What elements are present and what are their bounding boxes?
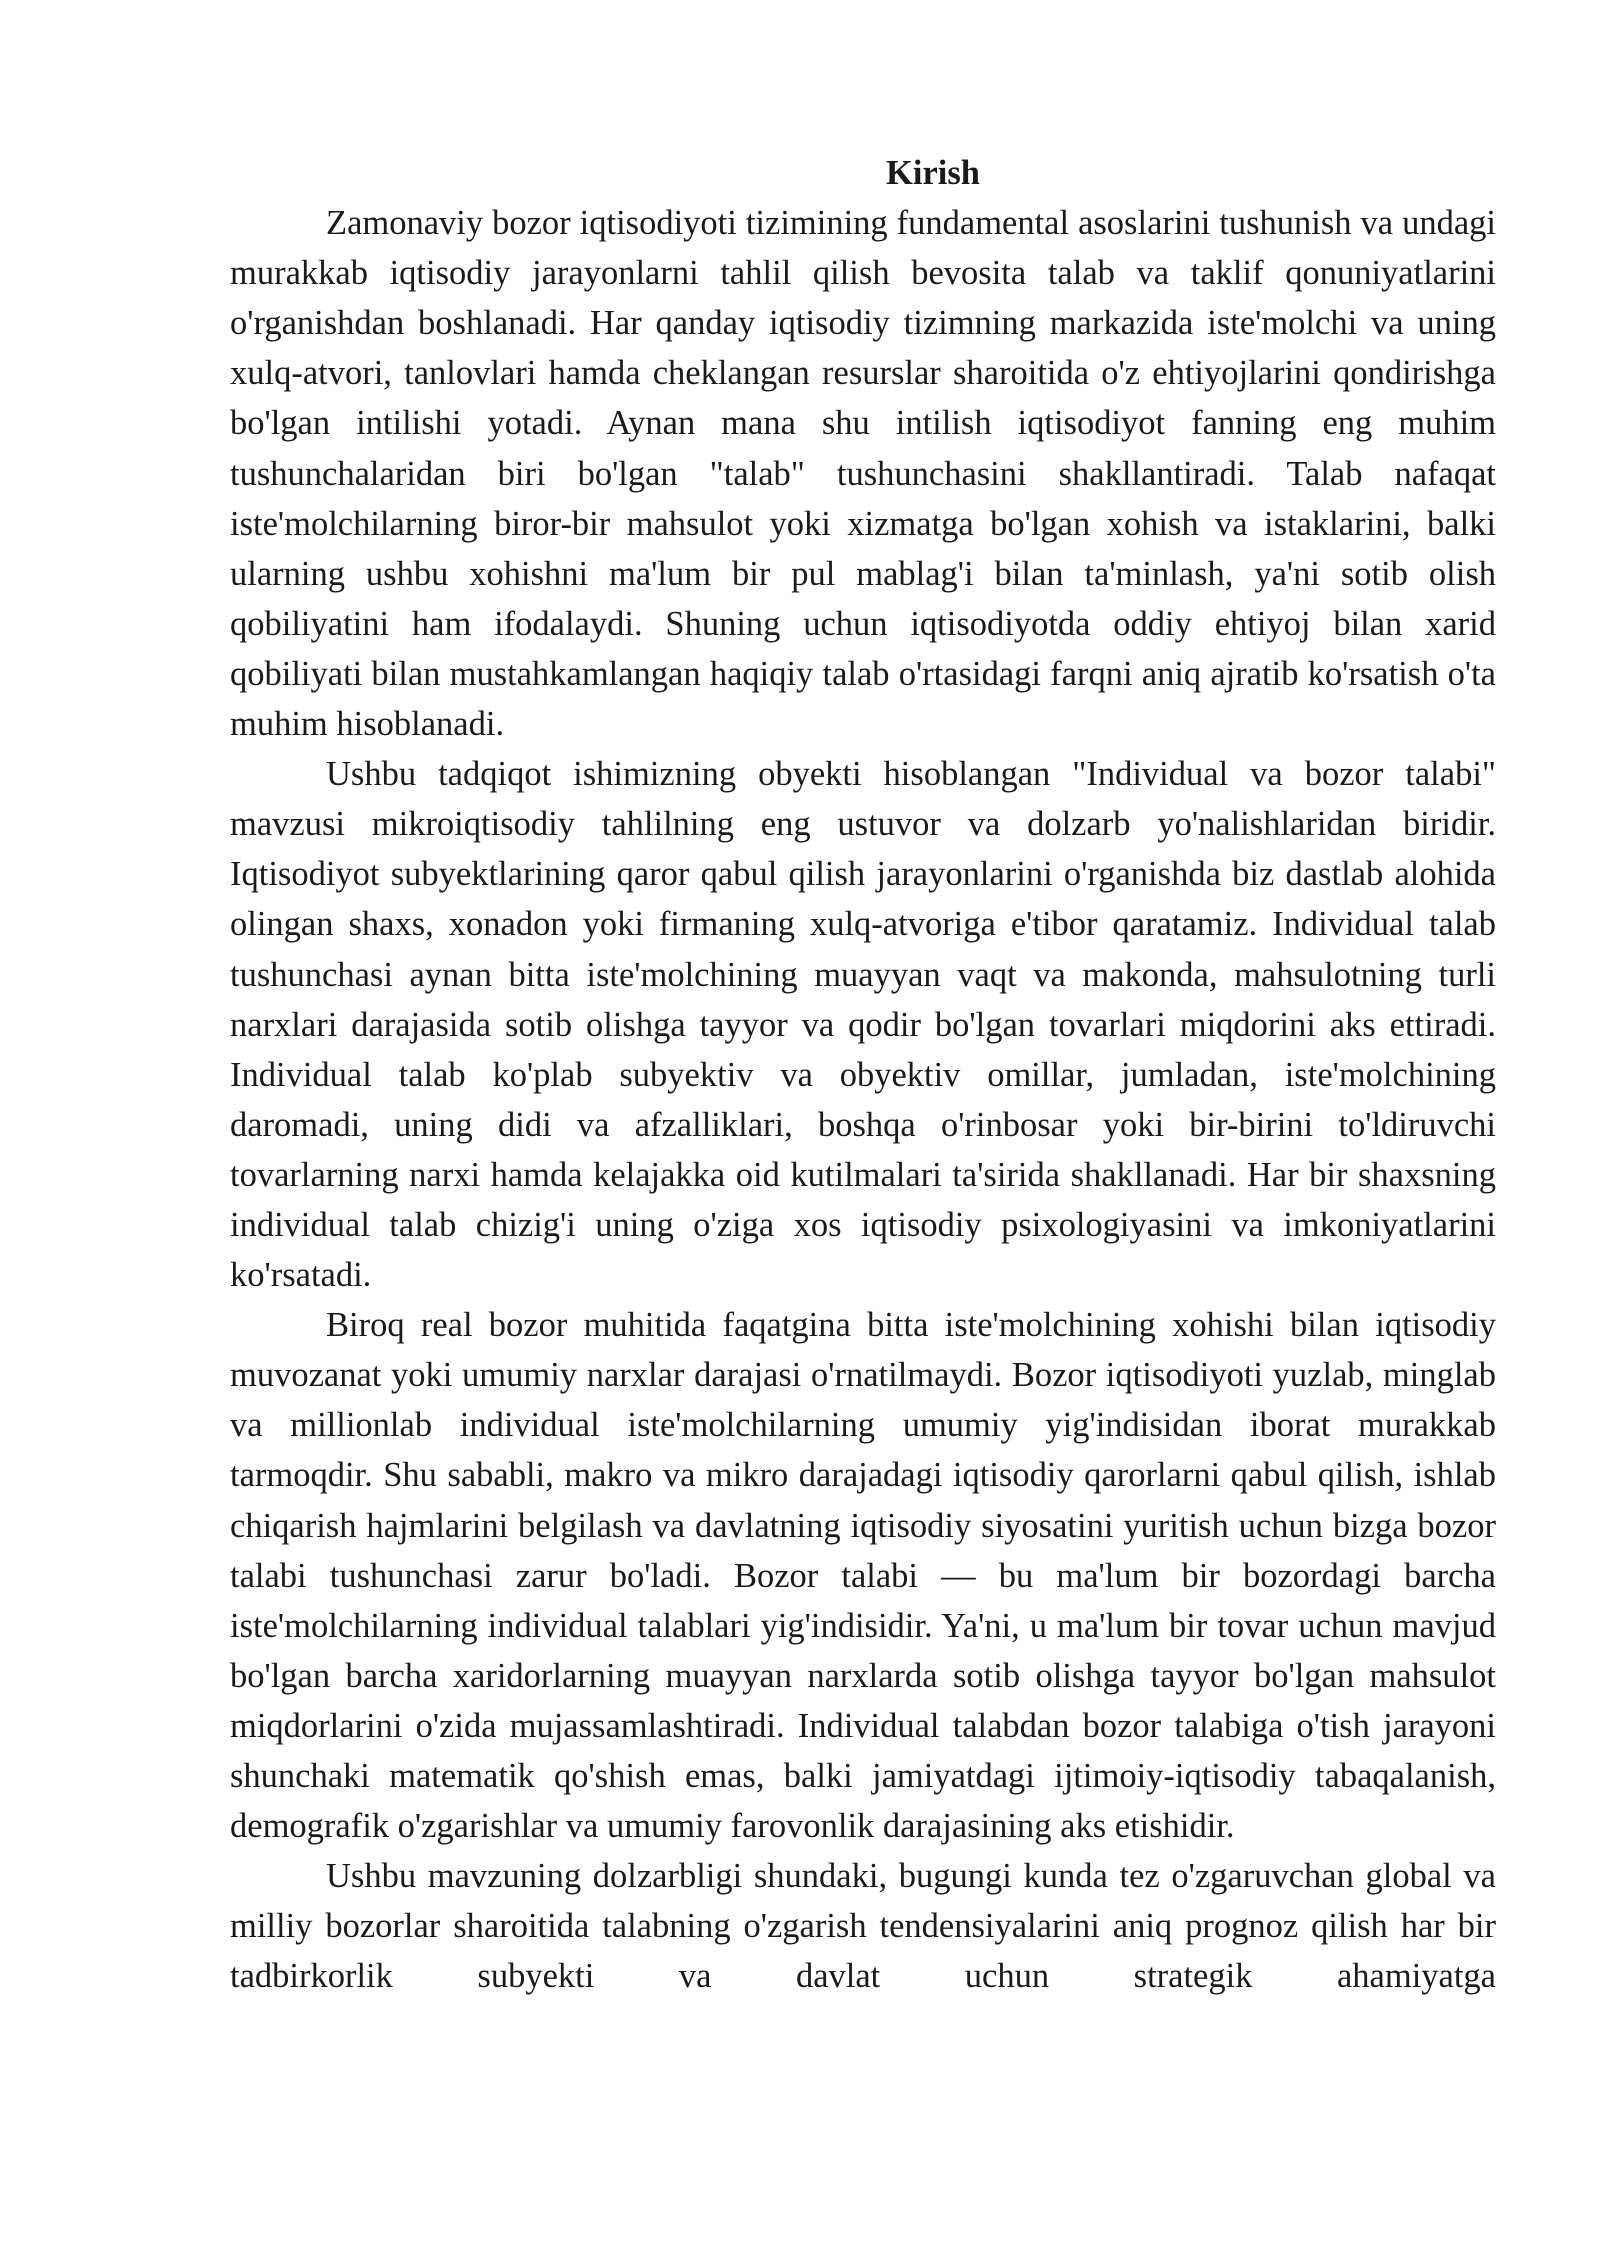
paragraph-3: Biroq real bozor muhitida faqatgina bitta iste'molchining xohishi bilan iqtisodiy muvozanat yoki umumiy narxlar darajasi o'rnatilmaydi. Bozor iqtisodiyoti yuzlab, minglab va millionlab individual iste'molchilarning umumiy yig'indisidan iborat murakkab tarmoqdir. Shu sababli, makro va mikro darajadagi iqtisodiy qarorlarni qabul qilish, ishlab chiqarish hajmlarini belgilash va davlatning iqtisodiy siyosatini yuritish uchun bizga bozor talabi tushunchasi zarur bo'ladi. Bozor talabi — bu ma'lum bir bozordagi barcha iste'molchilarning individual talablari yig'indisidir. Ya'ni, u ma'lum bir tovar uchun mavjud bo'lgan barcha xaridorlarning muayyan narxlarda sotib olishga tayyor bo'lgan mahsulot miqdorlarini o'zida mujassamlashtiradi. Individual talabdan bozor talabiga o'tish jarayoni shunchaki matematik qo'shish emas, balki jamiyatdagi ijtimoiy-iqtisodiy tabaqalanish, demografik o'zgarishlar va umumiy farovonlik darajasining aks etishidir. (230, 1306, 1496, 1846)
paragraph-4: Ushbu mavzuning dolzarbligi shundaki, bugungi kunda tez o'zgaruvchan global va milliy bozorlar sharoitida talabning o'zgarish tendensiyalarini aniq prognoz qilish har bir tadbirkorlik subyekti va davlat uchun strategik ahamiyatga (230, 1857, 1496, 1996)
document-title: Kirish (886, 154, 980, 192)
paragraph-2: Ushbu tadqiqot ishimizning obyekti hisoblangan "Individual va bozor talabi" mavzusi mikroiqtisodiy tahlilning eng ustuvor va dolzarb yo'nalishlaridan biridir. Iqtisodiyot subyektlarining qaror qabul qilish jarayonlarini o'rganishda biz dastlab alohida olingan shaxs, xonadon yoki firmaning xulq-atvoriga e'tibor qaratamiz. Individual talab tushunchasi aynan bitta iste'molchining muayyan vaqt va makonda, mahsulotning turli narxlari darajasida sotib olishga tayyor va qodir bo'lgan tovarlari miqdorini aks ettiradi. Individual talab ko'plab subyektiv va obyektiv omillar, jumladan, iste'molchining daromadi, uning didi va afzalliklari, boshqa o'rinbosar yoki bir-birini to'ldiruvchi tovarlarning narxi hamda kelajakka oid kutilmalari ta'sirida shakllanadi. Har bir shaxsning individual talab chizig'i uning o'ziga xos iqtisodiy psixologiyasini va imkoniyatlarini ko'rsatadi. (230, 755, 1496, 1295)
document-body (230, 148, 1496, 2001)
paragraph-1: Zamonaviy bozor iqtisodiyoti tizimining fundamental asoslarini tushunish va undagi murakkab iqtisodiy jarayonlarni tahlil qilish bevosita talab va taklif qonuniyatlarini o'rganishdan boshlanadi. Har qanday iqtisodiy tizimning markazida iste'molchi va uning xulq-atvori, tanlovlari hamda cheklangan resurslar sharoitida o'z ehtiyojlarini qondirishga bo'lgan intilishi yotadi. Aynan mana shu intilish iqtisodiyot fanning eng muhim tushunchalaridan biri bo'lgan "talab" tushunchasini shakllantiradi. Talab nafaqat iste'molchilarning biror-bir mahsulot yoki xizmatga bo'lgan xohish va istaklarini, balki ularning ushbu xohishni ma'lum bir pul mablag'i bilan ta'minlash, ya'ni sotib olish qobiliyatini ham ifodalaydi. Shuning uchun iqtisodiyotda oddiy ehtiyoj bilan xarid qobiliyati bilan mustahkamlangan haqiqiy talab o'rtasidagi farqni aniq ajratib ko'rsatish o'ta muhim hisoblanadi. (230, 204, 1496, 744)
